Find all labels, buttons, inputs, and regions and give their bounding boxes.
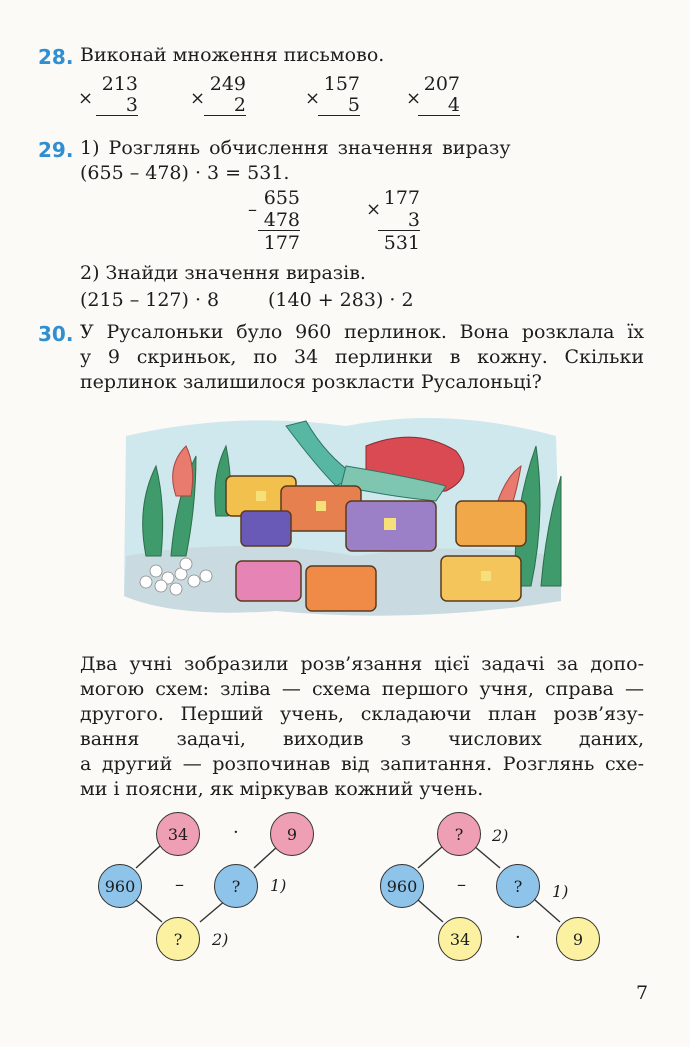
scheme-right-operator-multiply: · xyxy=(515,927,521,948)
scheme-right-circle-34: 34 xyxy=(438,917,482,961)
page-number: 7 xyxy=(636,982,649,1004)
exercise-28-text: Виконай множення письмово. xyxy=(80,44,385,66)
scheme-right-step-label-1: 1) xyxy=(552,882,569,901)
exercise-number-29: 29. xyxy=(38,138,74,162)
scheme-left-circle-9: 9 xyxy=(270,812,314,856)
paragraph-line: Два учні зобразили розв’язання цієї задачі за допо- xyxy=(80,653,644,675)
paragraph-line: могою схем: зліва — схема першого учня, справа — xyxy=(80,678,644,700)
scheme-left-circle-unknown-2: ? xyxy=(156,917,200,961)
problem-line: перлинок залишилося розкласти Русалоньці? xyxy=(80,371,542,393)
paragraph-line: а другий — розпочинав від запитання. Розглянь схе- xyxy=(80,753,644,775)
scheme-left-step-label-2: 2) xyxy=(212,930,229,949)
exercise-29-expression: (655 – 478) · 3 = 531. xyxy=(80,162,290,184)
scheme-left-step-label-1: 1) xyxy=(270,876,287,895)
paragraph-line: ми і поясни, як міркував кожний учень. xyxy=(80,778,484,800)
scheme-right-circle-unknown-2: ? xyxy=(437,812,481,856)
problem-line: у 9 скриньок, по 34 перлинки в кожну. Скільки xyxy=(80,346,644,368)
problem-line: У Русалоньки було 960 перлинок. Вона розклала їх xyxy=(80,321,644,343)
expression-2: (140 + 283) · 2 xyxy=(268,289,414,311)
paragraph-line: вання задачі, виходив з числових даних, xyxy=(80,728,644,750)
scheme-right-circle-9: 9 xyxy=(556,917,600,961)
paragraph-line: другого. Перший учень, складаючи план розв’язу- xyxy=(80,703,644,725)
scheme-left-operator-multiply: · xyxy=(233,822,239,843)
scheme-left-operator-minus: – xyxy=(175,874,184,895)
expression-1: (215 – 127) · 8 xyxy=(80,289,220,311)
exercise-29-part1: 1) Розглянь обчислення значення виразу xyxy=(80,137,511,159)
scheme-left-circle-960: 960 xyxy=(98,864,142,908)
exercise-29-part2: 2) Знайди значення виразів. xyxy=(80,262,366,284)
scheme-right-step-label-2: 2) xyxy=(492,826,509,845)
scheme-left-circle-34: 34 xyxy=(156,812,200,856)
scheme-right-operator-minus: – xyxy=(457,874,466,895)
exercise-number-30: 30. xyxy=(38,322,74,346)
exercise-number-28: 28. xyxy=(38,45,74,69)
scheme-left-circle-unknown-1: ? xyxy=(214,864,258,908)
scheme-right-circle-960: 960 xyxy=(380,864,424,908)
scheme-right-circle-unknown-1: ? xyxy=(496,864,540,908)
